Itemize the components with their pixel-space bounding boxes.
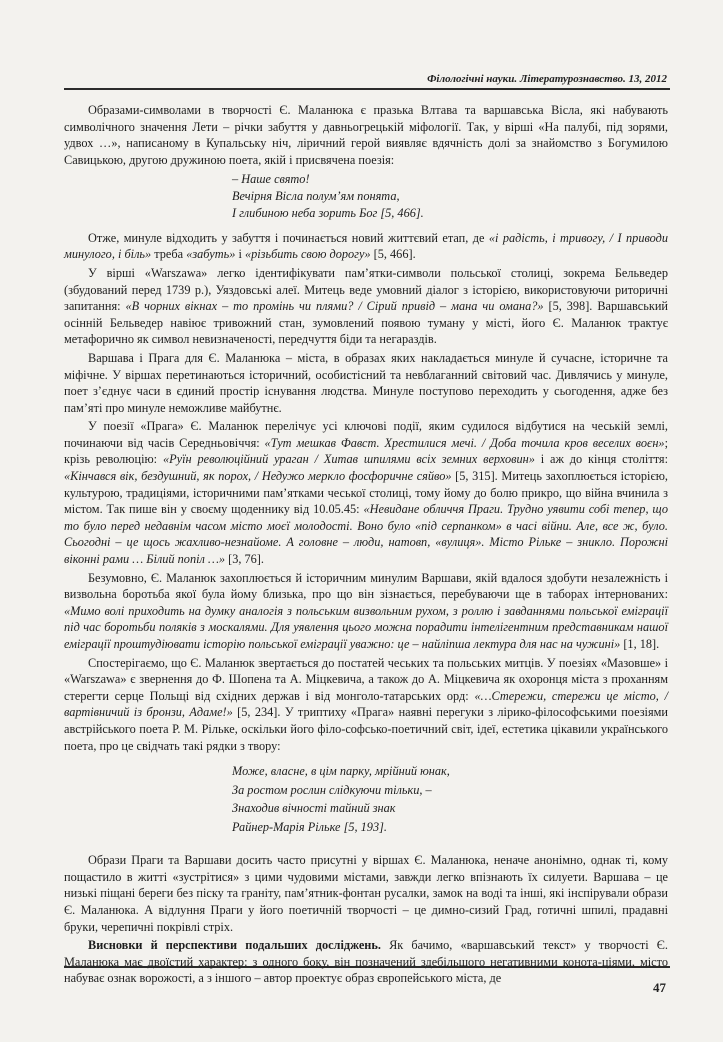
paragraph-2: Отже, минуле відходить у забуття і починається новий життєвий етап, де «і радість, і тривогу, / І приводи минулого, і біль» треба «забуть» і «різьбить свою дорогу» [5, 466]. bbox=[64, 230, 668, 262]
paragraph-5: У поезії «Прага» Є. Маланюк перелічує усі ключові події, яким судилося відбутися на чеській землі, починаючи від часів Середньовіччя: «Тут мешкав Фавст. Хрестилися мечі. / Доба точила кров веселих воєн»; крізь революцію: «Руїн революційний ураган / Хитав шпилями всіх земних верховин» і аж до кінця століття: «Кінчався вік, бездушний, як порох, / Недужо меркло фосфоричне сяйво» [5, 315]. Митець захоплюється історією, культурою, традиціями, історичними пам’ятками чеської столиці, тому йому до болю прикро, що війна вчинила з містом. Так пише він у своєму щоденнику від 10.05.45: «Невидане обличчя Праги. Трудно уявити собі тепер, що то було перед недавнім часом місто моєї молодості. Воно було «під серпанком» в часі війни. Але, все ж, було. Сьогодні – це щось жахливо-незнайоме. А головне – люди, натовп, «вулиця». Місто Рільке – зникло. Порожні віконні рами … Білий попіл …» [3, 76]. bbox=[64, 419, 669, 567]
paragraph-7: Спостерігаємо, що Є. Маланюк звертається до постатей чеських та польських митців. У поезіях «Мазовше» і «Warszawa» є звернення до Ф. Шопена та А. Міцкевича, а також до А. Міцкевича як охоронця міста з проханням стерегти серце Польщі від східних держав і від монголо-татарських орд: «…Стережи, стережи це місто, / вартівничий із бронзи, Адаме!» [5, 234]. У триптиху «Прага» наявні перегуки з лірико-філософськими поезіями австрійського поета Р. М. Рільке, оскільки його філо-софсько-поетичний світ, ідеї, естетика цікавили українського поета, про це свідчать такі рядки з твору: bbox=[64, 655, 668, 753]
paragraph-3: У вірші «Warszawa» легко ідентифікувати пам’ятки-символи польської столиці, зокрема Бельведер (збудований перед 1739 р.), Уяздовські алеї. Митець веде умовний діалог з історією, використовуючи риторичні запитання: «В чорних вікнах – то промінь чи плями? / Сірий привід – мана чи омана?» [5, 398]. Варшавський осінній Бельведер навіює тривожний стан, зумовлений появою туману у місті, його Є. Маланюк трактує метафорично як символ невизначеності, передчуття біди та негараздів. bbox=[64, 265, 668, 347]
verse-line: – Наше свято! bbox=[232, 172, 310, 187]
conclusions-heading: Висновки й перспективи подальших досліджень. bbox=[88, 938, 381, 953]
verse-quote-1 bbox=[232, 171, 668, 221]
header-rule bbox=[64, 88, 670, 90]
verse-line: Вечірня Вісла полум’ям понята, bbox=[232, 189, 400, 204]
verse-line: Може, власне, в цім парку, мрійний юнак, bbox=[232, 764, 450, 779]
paragraph-8: Образи Праги та Варшави досить часто присутні у віршах Є. Маланюка, неначе анонімно, однак ті, кому пощастило в житті «зустрітися» з цими чудовими містами, завжди легко впізнають їх силуети. Варшава – це низькі піщані береги без піску та граніту, пам’ятник-фонтан русалки, замок на воді та інші, які інспірували образи Є. Маланюка. А відлуння Праги у його поетичній творчості – це димно-сизий Град, готичні шпилі, прадавні бруки, черепичні покрівлі стріх. bbox=[64, 853, 668, 934]
running-header: Філологічні науки. Літературознавство. 13, 2012 bbox=[427, 73, 667, 85]
verse-line: Знаходив вічності тайний знак bbox=[232, 801, 396, 816]
article-body bbox=[64, 102, 668, 989]
verse-line: Райнер-Марія Рільке [5, 193]. bbox=[232, 819, 387, 834]
verse-line: І глибиною неба зорить Бог [5, 466]. bbox=[232, 205, 424, 220]
paragraph-4: Варшава і Прага для Є. Маланюка – міста, в образах яких накладається минуле й сучасне, історичне та міфічне. У віршах перетинаються історичний, особистісний та невблаганний світовий час. Дивлячись у минуле, поет з’єднує часи в єдиний простір існування людства. Минуле поступово переходить у сьогодення, адже без пам’яті про минуле неможливе майбутнє. bbox=[64, 350, 668, 415]
paragraph-1: Образами-символами в творчості Є. Маланюка є празька Влтава та варшавська Вісла, які набувають символічного значення Лети – річки забуття у давньогрецькій міфології. Так, у вірші «На палубі, під зорями, удвох …», написаному в Купальську ніч, ліричний герой виявляє вдячність долі за знайомство з Богумилою Савицькою, другою дружиною поета, якій і присвячена поезія: bbox=[64, 103, 668, 167]
verse-quote-2 bbox=[232, 762, 668, 836]
verse-line: За ростом рослин слідкуючи тільки, – bbox=[232, 782, 432, 797]
paragraph-6: Безумовно, Є. Маланюк захоплюється й історичним минулим Варшави, якій вдалося здобути незалежність і визвольна боротьба якої була йому близька, про що він зізнається, перебуваючи ще в таборах інтернованих: «Мимо волі приходить на думку аналогія з польським визвольним рухом, з роллю і завданнями польської еміграції під час боротьби поляків з москалями. Для уявлення цього можна порадити інтелігентним представникам нашої еміграції проштудіювати історію польської еміграції уважно: це – найліпша лектура для нас на чужині» [1, 18]. bbox=[64, 570, 668, 652]
page-number: 47 bbox=[653, 980, 666, 995]
paragraph-conclusions: Висновки й перспективи подальших досліджень. Як бачимо, «варшавський текст» у творчості Є. Маланюка має двоїстий характер: з одного боку, він позначений здебільшого негативними конота-ціями, місто набуває ознак ворожості, а з іншого – автор проектує образ європейського міста, де bbox=[64, 938, 669, 986]
footer-rule bbox=[64, 966, 670, 968]
